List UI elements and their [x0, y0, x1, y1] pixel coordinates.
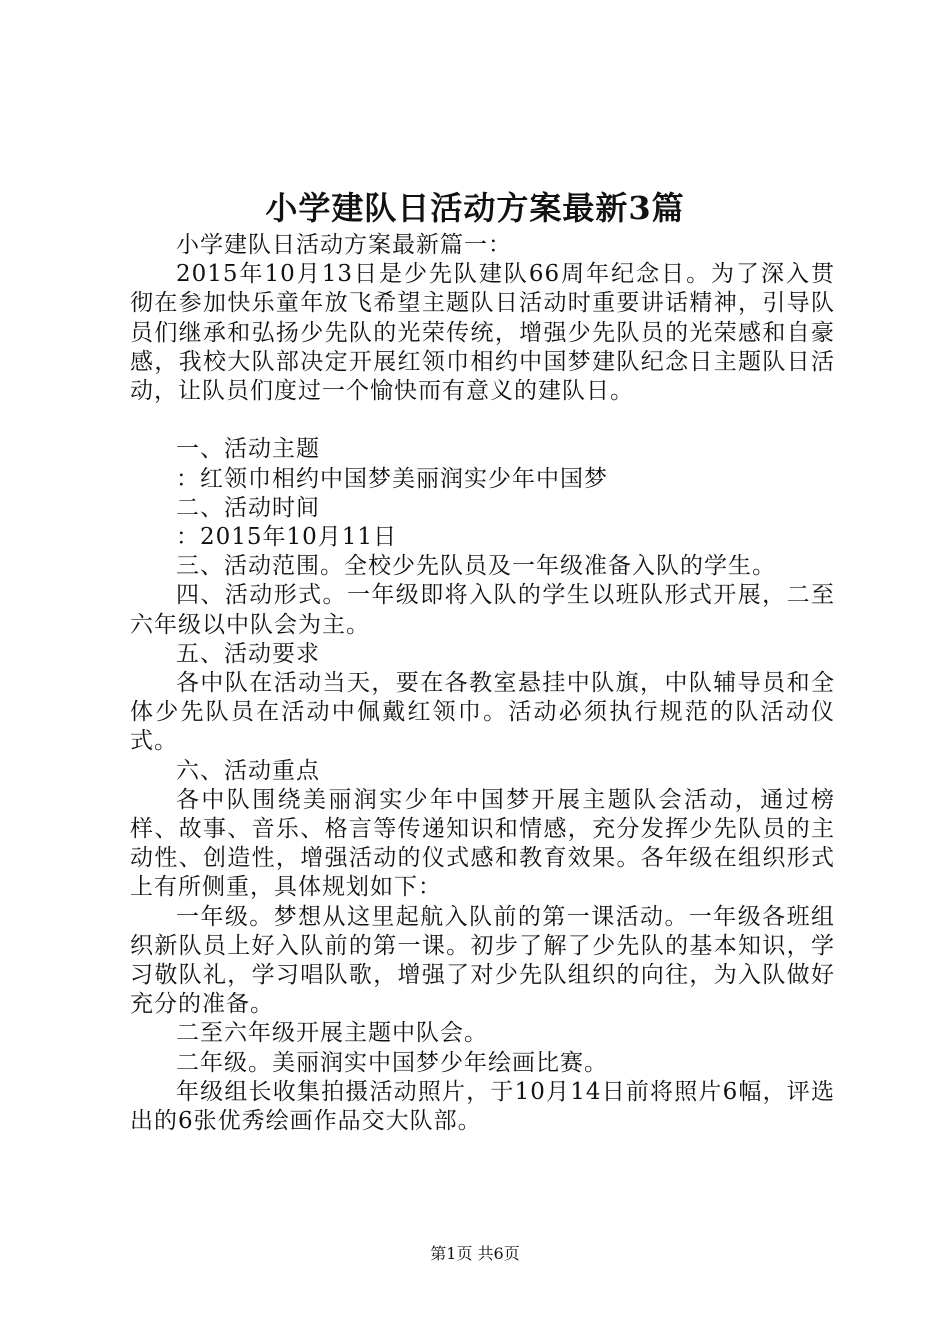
blank-line [130, 406, 835, 435]
paragraph: ：红领巾相约中国梦美丽润实少年中国梦 [176, 465, 608, 492]
paragraph: 二年级。美丽润实中国梦少年绘画比赛。 [176, 1049, 608, 1076]
section-heading: 一、活动主题 [176, 436, 320, 463]
paragraph: 一年级。梦想从这里起航入队前的第一课活动。一年级各班组织新队员上好入队前的第一课。初步了解了少先队的基本知识，学习敬队礼，学习唱队歌，增强了对少先队组织的向往，为入队做好充分的准备。 [130, 903, 835, 1018]
paragraph-intro: 小学建队日活动方案最新篇一： [176, 232, 512, 258]
section-heading: 四、活动形式。一年级即将入队的学生以班队形式开展，二至六年级以中队会为主。 [130, 582, 835, 638]
paragraph: 2015年10月13日是少先队建队66周年纪念日。为了深入贯彻在参加快乐童年放飞希望主题队日活动时重要讲话精神，引导队员们继承和弘扬少先队的光荣传统，增强少先队员的光荣感和自豪感，我校大队部决定开展红领巾相约中国梦建队纪念日主题队日活动，让队员们度过一个愉快而有意义的建队日。 [130, 261, 835, 405]
paragraph: 各中队围绕美丽润实少年中国梦开展主题队会活动，通过榜样、故事、音乐、格言等传递知识和情感，充分发挥少先队员的主动性、创造性，增强活动的仪式感和教育效果。各年级在组织形式上有所侧重，具体规划如下： [130, 786, 835, 901]
paragraph: 二至六年级开展主题中队会。 [176, 1020, 488, 1047]
page-footer: 第1页 共6页 [430, 1244, 520, 1263]
paragraph: 各中队在活动当天，要在各教室悬挂中队旗，中队辅导员和全体少先队员在活动中佩戴红领巾。活动必须执行规范的队活动仪式。 [130, 670, 835, 755]
paragraph: 年级组长收集拍摄活动照片，于10月14日前将照片6幅，评选出的6张优秀绘画作品交大队部。 [130, 1078, 835, 1135]
document-title: 小学建队日活动方案最新3篇 [265, 189, 685, 227]
section-heading: 二、活动时间 [176, 494, 320, 521]
section-heading: 六、活动重点 [176, 757, 320, 784]
section-heading: 五、活动要求 [176, 640, 320, 667]
paragraph: ：2015年10月11日 [176, 524, 398, 551]
document-body [130, 231, 835, 1136]
section-heading: 三、活动范围。全校少先队员及一年级准备入队的学生。 [176, 553, 776, 580]
